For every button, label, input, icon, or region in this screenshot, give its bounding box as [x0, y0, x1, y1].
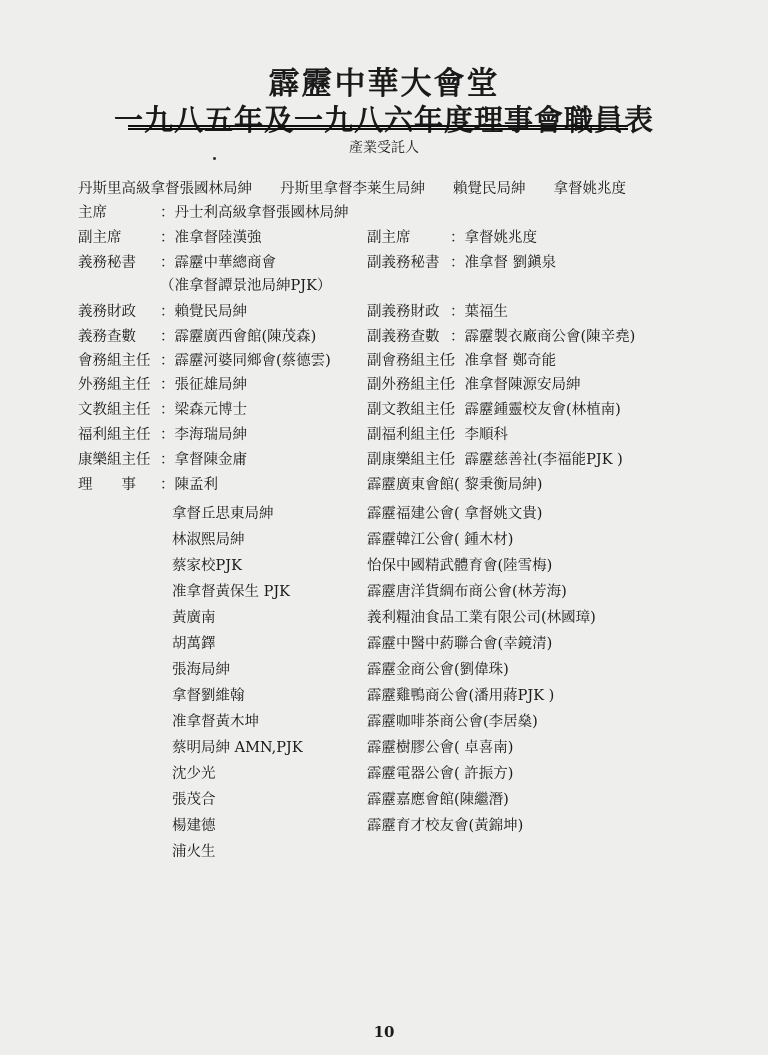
officer-row [0, 424, 768, 446]
officer-label: 文教組主任 [78, 402, 151, 418]
officer-row [0, 474, 768, 496]
director-name: 張茂合 [172, 792, 216, 808]
trustee-name: 拿督姚兆度 [553, 181, 626, 197]
officer-label: 義務查數 [78, 329, 136, 345]
officer-value: ：拿督姚兆度 [450, 230, 537, 246]
title-underline [128, 125, 628, 127]
page-subtitle: 一九八五年及一九八六年度理事會職員表 [113, 103, 654, 137]
officer-label: 副義務秘書 [367, 255, 440, 271]
officer-label: 外務組主任 [78, 377, 151, 393]
director-org: 霹靂育才校友會(黃錦坤) [367, 818, 524, 834]
officer-value: ：賴覺民局紳 [160, 304, 247, 320]
director-org: 霹靂雞鴨商公會(潘用蔣PJK ) [367, 688, 555, 704]
director-name: 張海局紳 [172, 662, 230, 678]
officer-label: 福利組主任 [78, 427, 151, 443]
officer-label: 義務財政 [78, 304, 136, 320]
officer-row [0, 301, 768, 323]
officer-label: 副主席 [78, 230, 122, 246]
director-name: 拿督劉維翰 [172, 688, 245, 704]
officer-label: 義務秘書 [78, 255, 136, 271]
officer-value: ：李順科 [450, 427, 508, 443]
officer-value: ：准拿督 鄭奇能 [450, 353, 557, 369]
officer-label: 副外務組主任 [367, 377, 454, 393]
director-name: 黃廣南 [172, 610, 216, 626]
officer-label: 副文教組主任 [367, 402, 454, 418]
officer-value: ：霹靂慈善社(李福能PJK ) [450, 452, 623, 468]
director-name: 蔡明局紳 AMN,PJK [172, 740, 303, 756]
dot-mark [213, 157, 216, 160]
officer-value: ：霹靂鍾靈校友會(林植南) [450, 402, 621, 418]
director-name: 拿督丘思東局紳 [172, 506, 274, 522]
officer-label: 副會務組主任 [367, 353, 454, 369]
officer-row [0, 227, 768, 249]
officer-value: ：丹士利高級拿督張國林局紳 [160, 205, 349, 221]
director-org: 霹靂金商公會(劉偉珠) [367, 662, 509, 678]
director-name: 胡萬鐸 [172, 636, 216, 652]
trustees-heading: 產業受託人 [349, 140, 419, 156]
officer-row [0, 449, 768, 471]
officer-label: 副義務財政 [367, 304, 440, 320]
officer-label: 會務組主任 [78, 353, 151, 369]
officer-label: 主席 [78, 205, 107, 221]
officer-row [0, 374, 768, 396]
director-org: 霹靂唐洋貨綢布商公會(林芳海) [367, 584, 567, 600]
secretary-note: （准拿督譚景池局紳PJK） [160, 278, 332, 294]
officer-row [0, 252, 768, 274]
officer-row [0, 399, 768, 421]
officer-label: 副康樂組主任 [367, 452, 454, 468]
trustees-list [78, 177, 698, 198]
officer-row [0, 350, 768, 372]
director-org: 霹靂中醫中葯聯合會(幸鏡清) [367, 636, 553, 652]
director-name: 准拿督黃保生 PJK [172, 584, 291, 600]
director-org: 義利糧油食品工業有限公司(林國璋) [367, 610, 596, 626]
officer-value: ：李海瑞局紳 [160, 427, 247, 443]
director-org: 霹靂咖啡茶商公會(李居燊) [367, 714, 538, 730]
officer-value: ：准拿督 劉鎭泉 [450, 255, 557, 271]
director-org: 霹靂福建公會( 拿督姚文貴) [367, 506, 543, 522]
director-name: 沈少光 [172, 766, 216, 782]
officer-value: ：准拿督陳源安局紳 [450, 377, 581, 393]
officer-value: ：葉福生 [450, 304, 508, 320]
officer-label: 副主席 [367, 230, 411, 246]
officer-value: ：准拿督陸漢強 [160, 230, 262, 246]
officer-label: 康樂組主任 [78, 452, 151, 468]
officer-label: 理 事 [78, 477, 136, 493]
officer-value: ：拿督陳金庸 [160, 452, 247, 468]
officer-value: ：霹靂廣西會館(陳茂森) [160, 329, 317, 345]
officer-label: 副義務查數 [367, 329, 440, 345]
officer-value: ：霹靂中華總商會 [160, 255, 276, 271]
director-org: 霹靂嘉應會館(陳繼潛) [367, 792, 509, 808]
director-name: 林淑熙局紳 [172, 532, 245, 548]
trustee-name: 丹斯里高級拿督張國林局紳 [78, 181, 252, 197]
secretary-note-row [0, 275, 768, 297]
officer-value: ：霹靂製衣廠商公會(陳辛堯) [450, 329, 636, 345]
title-underline-2 [128, 128, 628, 130]
director-org: 怡保中國精武體育會(陸雪梅) [367, 558, 553, 574]
director-name: 楊建德 [172, 818, 216, 834]
director-org: 霹靂電器公會( 許振方) [367, 766, 514, 782]
officer-row [0, 326, 768, 348]
director-name: 准拿督黃木坤 [172, 714, 259, 730]
officer-value: ：梁森元博士 [160, 402, 247, 418]
director-org: 霹靂韓江公會( 鍾木材) [367, 532, 514, 548]
officer-value: ：張征雄局紳 [160, 377, 247, 393]
director-org: 霹靂樹膠公會( 卓喜南) [367, 740, 514, 756]
director-name: 蔡家校PJK [172, 558, 242, 574]
page-number: 10 [373, 1023, 395, 1041]
director-org: 霹靂廣東會館( 黎秉衡局紳) [367, 477, 543, 493]
trustee-name: 丹斯里拿督李莱生局紳 [280, 181, 425, 197]
officer-value: ：陳孟利 [160, 477, 218, 493]
trustee-name: 賴覺民局紳 [453, 181, 526, 197]
page-title: 霹靂中華大會堂 [268, 66, 500, 102]
officer-value: ：霹靂河婆同鄉會(蔡德雲) [160, 353, 331, 369]
officer-row [0, 202, 768, 224]
officer-label: 副福利組主任 [367, 427, 454, 443]
director-name: 浦火生 [172, 844, 216, 860]
